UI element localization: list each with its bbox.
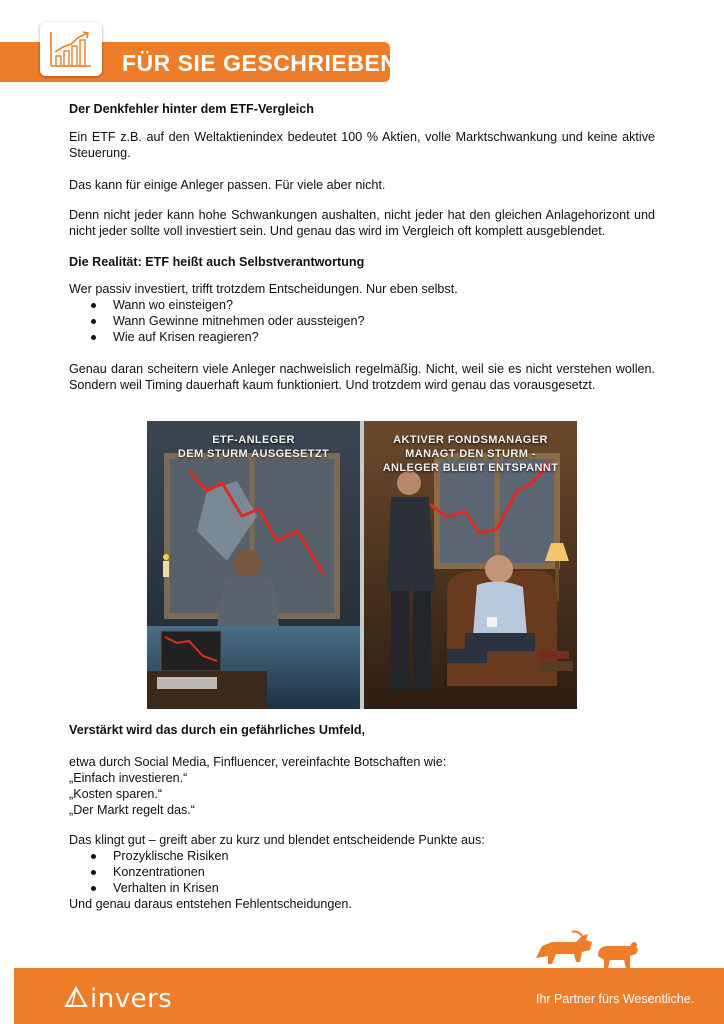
- list-item: Wie auf Krisen reagieren?: [69, 329, 655, 345]
- paragraph: Ein ETF z.B. auf den Weltaktienindex bedeutet 100 % Aktien, volle Marktschwankung und keine aktive Steuerung.: [69, 130, 655, 160]
- bullet-list: [69, 848, 655, 896]
- list-item: Prozyklische Risiken: [69, 848, 655, 864]
- section-heading-denkfehler: Der Denkfehler hinter dem ETF-Vergleich: [69, 102, 314, 116]
- header-logo: [40, 22, 102, 76]
- illustration-label-left: [147, 433, 360, 461]
- list-item: Wann wo einsteigen?: [69, 297, 655, 313]
- label-line: DEM STURM AUSGESETZT: [177, 448, 330, 460]
- section-heading-umfeld: Verstärkt wird das durch ein gefährliches Umfeld,: [69, 723, 366, 737]
- label-line: ANLEGER BLEIBT ENTSPANNT: [382, 462, 559, 474]
- etf-vs-fondsmanager-illustration: [147, 421, 577, 709]
- section-heading-realitaet: Die Realität: ETF heißt auch Selbstverantwortung: [69, 255, 365, 269]
- list-item: Verhalten in Krisen: [69, 880, 655, 896]
- quote-line: „Kosten sparen.“: [69, 787, 163, 801]
- bull-and-bear-icon: [532, 928, 642, 972]
- label-line: MANAGT DEN STURM -: [405, 448, 536, 460]
- list-item: Konzentrationen: [69, 864, 655, 880]
- paragraph: Das kann für einige Anleger passen. Für viele aber nicht.: [69, 178, 386, 192]
- paragraph: Genau daran scheitern viele Anleger nachweislich regelmäßig. Nicht, weil sie es nicht verstehen wollen. Sondern weil Timing dauerhaft kaum funktioniert. Und trotzdem wird genau das vorausgesetzt.: [69, 362, 655, 392]
- paragraph: Denn nicht jeder kann hohe Schwankungen aushalten, nicht jeder hat den gleichen Anlagehorizont und nicht jeder sollte voll investiert sein. Und genau das wird im Vergleich oft komplett ausgeblendet.: [69, 208, 655, 238]
- bullet-list: [69, 297, 655, 345]
- label-line: ETF-ANLEGER: [212, 434, 295, 446]
- paragraph: Und genau daraus entstehen Fehlentscheidungen.: [69, 897, 352, 911]
- paragraph: Das klingt gut – greift aber zu kurz und blendet entscheidende Punkte aus:: [69, 833, 485, 847]
- header-title: FÜR SIE GESCHRIEBEN: [122, 50, 398, 76]
- footer-brand: invers: [90, 984, 173, 1014]
- chart-icon: [48, 28, 94, 70]
- invers-logo-icon: [64, 986, 88, 1008]
- footer-tagline: Ihr Partner fürs Wesentliche.: [536, 992, 695, 1006]
- quote-line: „Einfach investieren.“: [69, 771, 188, 785]
- list-item: Wann Gewinne mitnehmen oder aussteigen?: [69, 313, 655, 329]
- quote-line: „Der Markt regelt das.“: [69, 803, 195, 817]
- paragraph: etwa durch Social Media, Finfluencer, vereinfachte Botschaften wie:: [69, 755, 447, 769]
- illustration-label-right: [364, 433, 577, 475]
- label-line: AKTIVER FONDSMANAGER: [393, 434, 548, 446]
- paragraph: Wer passiv investiert, trifft trotzdem Entscheidungen. Nur eben selbst.: [69, 282, 458, 296]
